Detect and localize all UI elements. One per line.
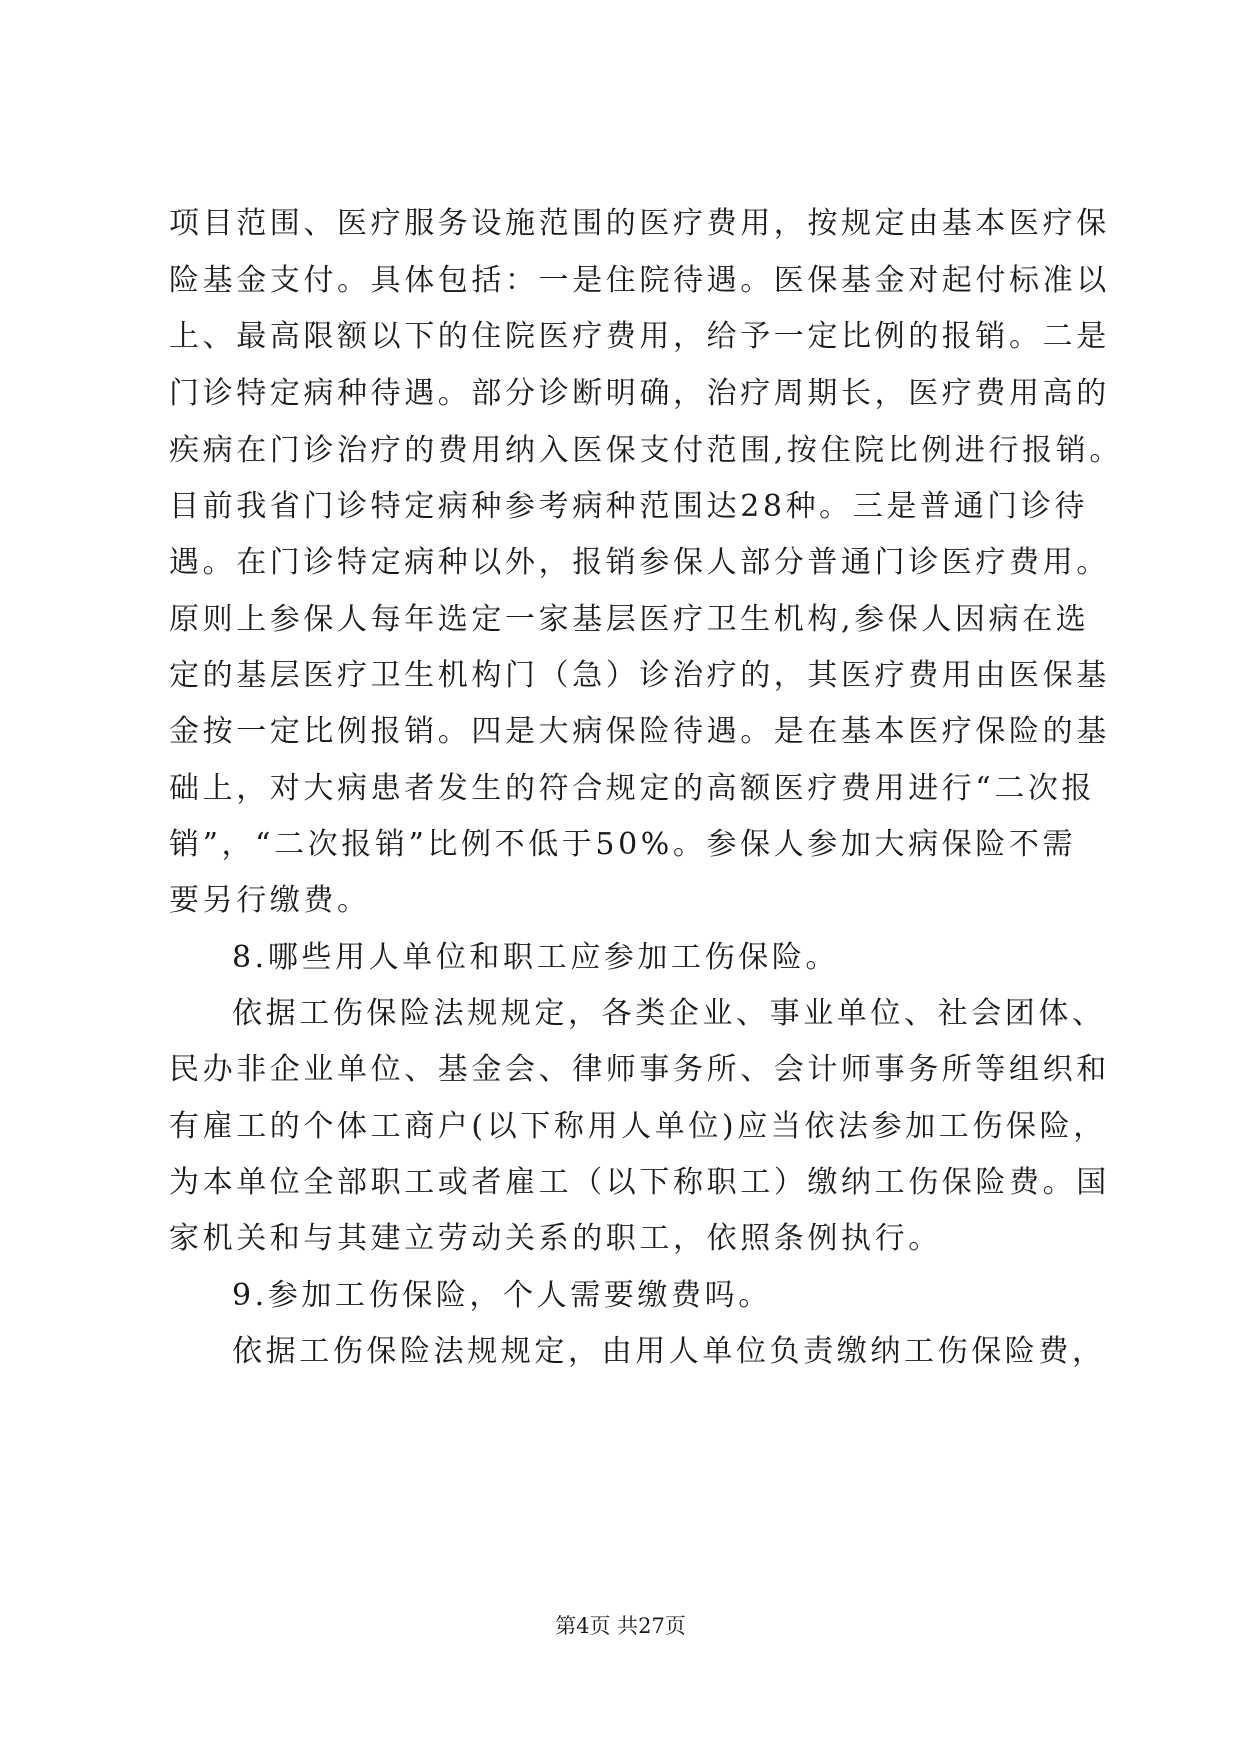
text-line-13: 要另行缴费。 (169, 883, 371, 918)
text-line-8: 原则上参保人每年选定一家基层医疗卫生机构,参保人因病在选 (169, 602, 1090, 637)
page-number-footer: 第4页 共27页 (555, 1614, 686, 1638)
text-line-3: 上、最高限额以下的住院医疗费用，给予一定比例的报销。二是 (169, 319, 1110, 354)
text-line-6: 目前我省门诊特定病种参考病种范围达28种。三是普通门诊待 (169, 489, 1088, 524)
text-line-11: 础上，对大病患者发生的符合规定的高额医疗费用进行“二次报 (169, 771, 1096, 806)
text-line-1: 项目范围、医疗服务设施范围的医疗费用，按规定由基本医疗保 (169, 206, 1110, 241)
text-line-15: 依据工伤保险法规规定，各类企业、事业单位、社会团体、 (232, 996, 1106, 1031)
text-line-4: 门诊特定病种待遇。部分诊断明确，治疗周期长，医疗费用高的 (169, 376, 1110, 411)
text-line-7: 遇。在门诊特定病种以外，报销参保人部分普通门诊医疗费用。 (169, 545, 1110, 580)
text-line-21: 依据工伤保险法规规定，由用人单位负责缴纳工伤保险费， (232, 1334, 1106, 1369)
question-8: 8.哪些用人单位和职工应参加工伤保险。 (232, 940, 840, 975)
text-line-5: 疾病在门诊治疗的费用纳入医保支付范围,按住院比例进行报销。 (169, 433, 1123, 468)
text-line-10: 金按一定比例报销。四是大病保险待遇。是在基本医疗保险的基 (169, 714, 1110, 749)
text-line-17: 有雇工的个体工商户(以下称用人单位)应当依法参加工伤保险， (169, 1109, 1107, 1144)
text-line-19: 家机关和与其建立劳动关系的职工，依照条例执行。 (169, 1221, 942, 1256)
question-9: 9.参加工伤保险，个人需要缴费吗。 (232, 1278, 772, 1313)
text-line-16: 民办非企业单位、基金会、律师事务所、会计师事务所等组织和 (169, 1052, 1110, 1087)
text-line-12: 销”，“二次报销”比例不低于50%。参保人参加大病保险不需 (169, 827, 1077, 862)
text-line-2: 险基金支付。具体包括：一是住院待遇。医保基金对起付标准以 (169, 263, 1110, 298)
text-line-18: 为本单位全部职工或者雇工（以下称职工）缴纳工伤保险费。国 (169, 1165, 1110, 1200)
text-line-9: 定的基层医疗卫生机构门（急）诊治疗的，其医疗费用由医保基 (169, 658, 1110, 693)
